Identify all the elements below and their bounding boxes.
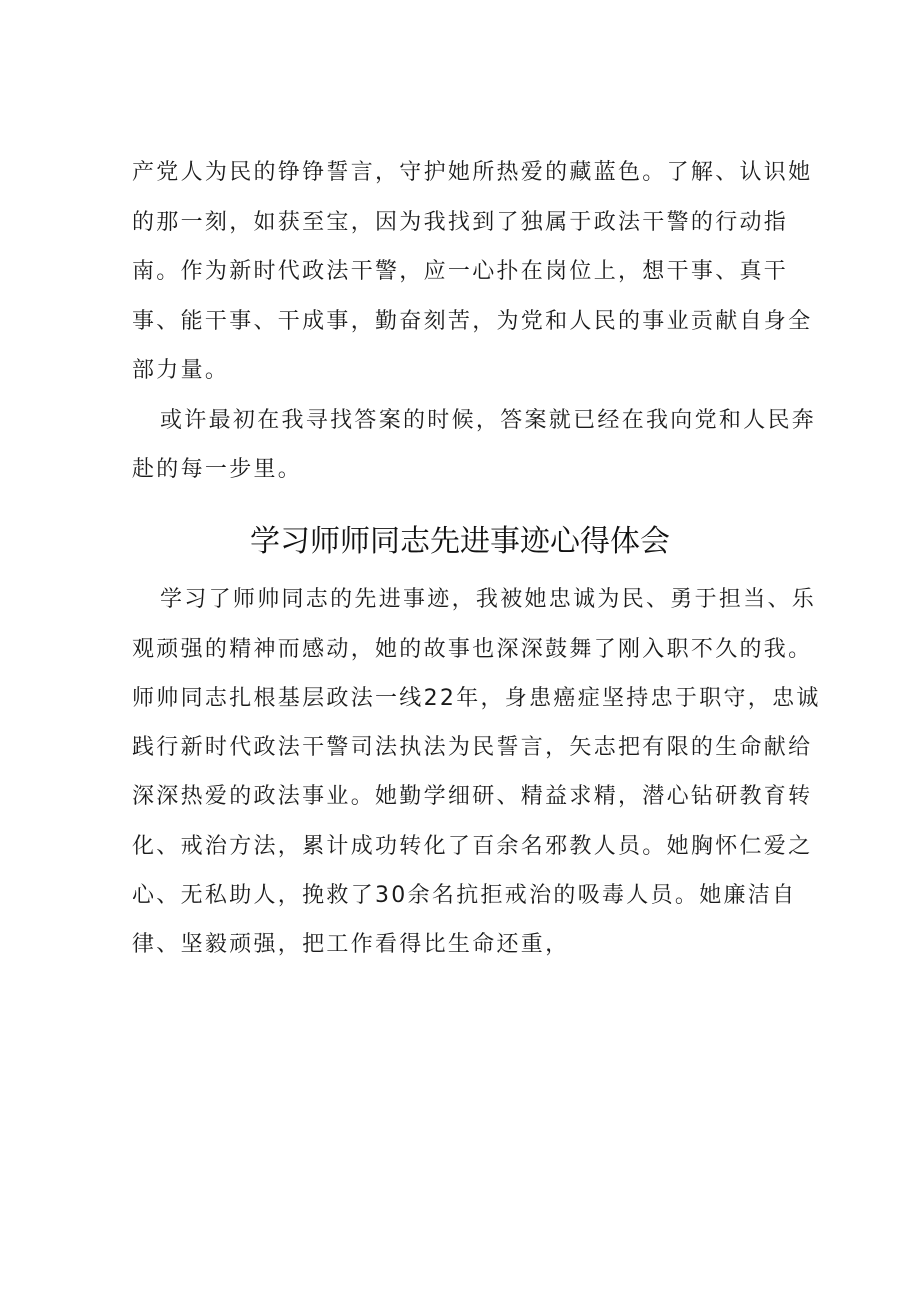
text-line: 部力量。	[132, 358, 230, 383]
section-title: 学习师师同志先进事迹心得体会	[250, 524, 670, 559]
text-line: 事、能干事、干成事，勤奋刻苦，为党和人民的事业贡献自身全	[132, 309, 813, 334]
text-line: 的那一刻，如获至宝，因为我找到了独属于政法干警的行动指	[132, 210, 789, 235]
text-line: 律、坚毅顽强，把工作看得比生命还重，	[132, 932, 570, 957]
text-line: 赴的每一步里。	[132, 457, 303, 482]
text-line: 南。作为新时代政法干警，应一心扑在岗位上，想干事、真干	[132, 259, 789, 284]
text-line: 或许最初在我寻找答案的时候，答案就已经在我向党和人民奔	[160, 408, 817, 433]
text-line: 观顽强的精神而感动，她的故事也深深鼓舞了刚入职不久的我。	[132, 637, 813, 662]
text-line: 深深热爱的政法事业。她勤学细研、精益求精，潜心钻研教育转	[132, 784, 813, 809]
text-line: 化、戒治方法，累计成功转化了百余名邪教人员。她胸怀仁爱之	[132, 834, 813, 859]
text-line: 践行新时代政法干警司法执法为民誓言，矢志把有限的生命献给	[132, 735, 813, 760]
text-line: 师帅同志扎根基层政法一线22年，身患癌症坚持忠于职守，忠诚	[132, 686, 821, 711]
text-line: 产党人为民的铮铮誓言，守护她所热爱的藏蓝色。了解、认识她	[132, 160, 813, 185]
text-line: 学习了师帅同志的先进事迹，我被她忠诚为民、勇于担当、乐	[160, 587, 817, 612]
text-line: 心、无私助人，挽救了30余名抗拒戒治的吸毒人员。她廉洁自	[132, 883, 797, 908]
